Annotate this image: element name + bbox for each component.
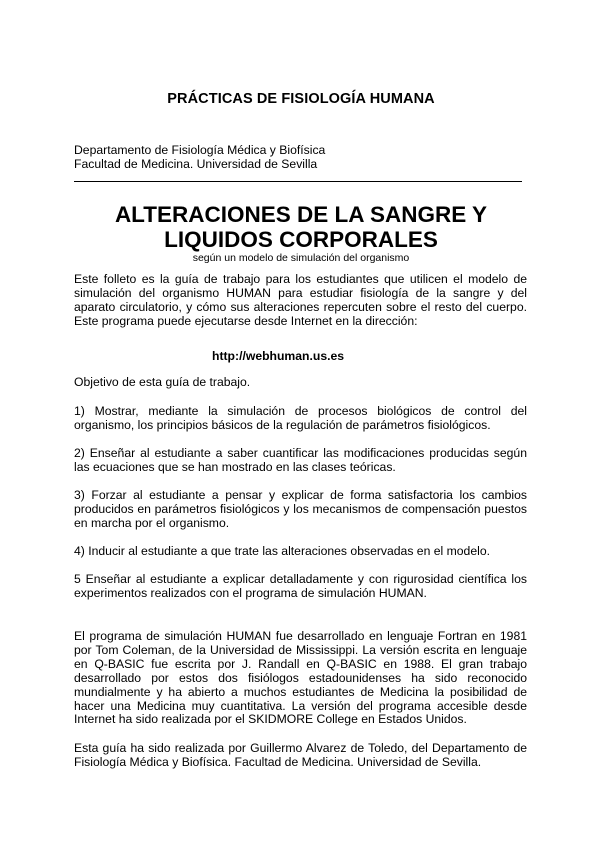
history-paragraph: El programa de simulación HUMAN fue desarrollado en lenguaje Fortran en 1981 por Tom Coleman, de la Universidad de Mississippi. La versión escrita en lenguaje en Q-BASIC fue escrita por J. Randall en Q-BASIC en 1988. El gran trabajo desarrollado por estos dos fisiólogos estadounidenses ha sido reconocido mundialmente y ha abierto a muchos estudiantes de Medicina la posibilidad de hacer una Medicina muy cuantitativa. La versión del programa accesible desde Internet ha sido realizada por el SKIDMORE College en Estados Unidos. bbox=[74, 629, 527, 727]
document-subtitle: según un modelo de simulación del organismo bbox=[192, 252, 410, 264]
objective-item-3: 3) Forzar al estudiante a pensar y explicar de forma satisfactoria los cambios producidos en parámetros fisiológicos y los mecanismos de compensación puestos en marcha por el organismo. bbox=[74, 488, 527, 530]
credits-paragraph: Esta guía ha sido realizada por Guillermo Alvarez de Toledo, del Departamento de Fisiología Médica y Biofísica. Facultad de Medicina. Universidad de Sevilla. bbox=[74, 741, 527, 769]
objective-item-2: 2) Enseñar al estudiante a saber cuantificar las modificaciones producidas según las ecuaciones que se han mostrado en las clases teóricas. bbox=[74, 446, 527, 474]
faculty-line: Facultad de Medicina. Universidad de Sevilla bbox=[74, 157, 318, 171]
department-info bbox=[74, 143, 325, 171]
website-url: http://webhuman.us.es bbox=[212, 349, 345, 363]
course-title: PRÁCTICAS DE FISIOLOGÍA HUMANA bbox=[167, 91, 435, 107]
objective-item-5: 5 Enseñar al estudiante a explicar detalladamente y con rigurosidad científica los experimentos realizados con el programa de simulación HUMAN. bbox=[74, 572, 527, 600]
objective-item-1: 1) Mostrar, mediante la simulación de procesos biológicos de control del organismo, los principios básicos de la regulación de parámetros fisiológicos. bbox=[74, 404, 527, 432]
document-title bbox=[0, 202, 602, 252]
document-title-line2: LIQUIDOS CORPORALES bbox=[164, 227, 438, 252]
document-title-line1: ALTERACIONES DE LA SANGRE Y bbox=[114, 202, 488, 227]
horizontal-rule bbox=[74, 181, 522, 182]
objectives-heading: Objetivo de esta guía de trabajo. bbox=[74, 375, 251, 389]
objective-item-4: 4) Inducir al estudiante a que trate las alteraciones observadas en el modelo. bbox=[74, 544, 490, 558]
intro-paragraph: Este folleto es la guía de trabajo para los estudiantes que utilicen el modelo de simulación del organismo HUMAN para estudiar fisiología de la sangre y del aparato circulatorio, y cómo sus alteraciones repercuten sobre el resto del cuerpo. Este programa puede ejecutarse desde Internet en la dirección: bbox=[74, 272, 527, 328]
department-line: Departamento de Fisiología Médica y Biofísica bbox=[74, 143, 326, 157]
